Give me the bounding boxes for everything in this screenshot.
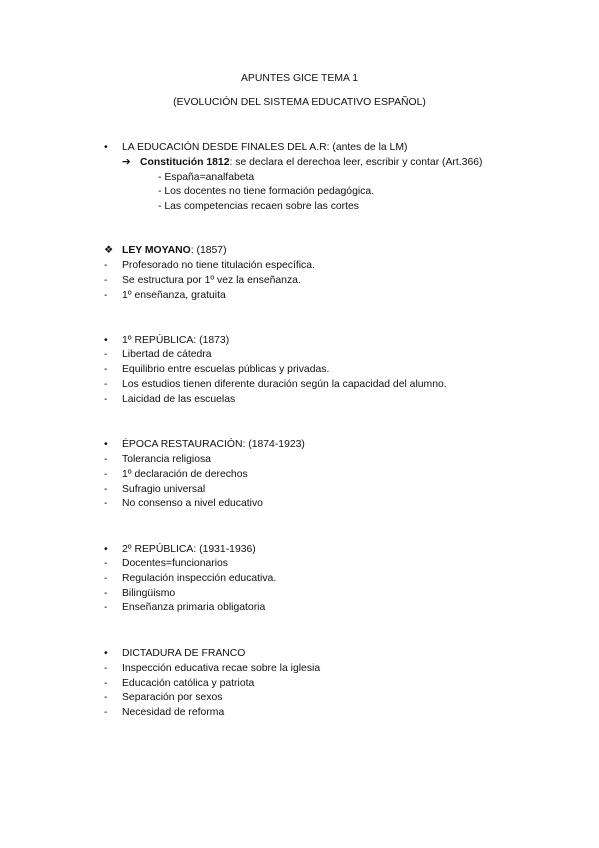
bullet-icon: •: [104, 335, 108, 346]
dash-icon: -: [104, 588, 108, 599]
list-item: Libertad de cátedra: [122, 349, 212, 360]
list-item: Docentes=funcionarios: [122, 558, 228, 569]
list-item: Tolerancia religiosa: [122, 454, 211, 465]
dash-icon: -: [104, 275, 108, 286]
dash-icon: -: [104, 379, 108, 390]
section-heading: ÉPOCA RESTAURACIÓN: (1874-1923): [122, 439, 305, 450]
section-heading: LA EDUCACIÓN DESDE FINALES DEL A.R: (antes de la LM): [122, 142, 408, 153]
diamond-bullet-icon: ❖: [104, 245, 114, 256]
sub-point: [140, 156, 482, 169]
list-item: Regulación inspección educativa.: [122, 573, 277, 584]
sub-point-text: : se declara el derechoa leer, escribir y contar (Art.366): [229, 157, 483, 168]
dash-icon: -: [104, 484, 108, 495]
list-item: Se estructura por 1º vez la enseñanza.: [122, 275, 301, 286]
section-heading-bold: LEY MOYANO: [122, 245, 191, 256]
section-heading: [122, 244, 227, 257]
dash-icon: -: [104, 290, 108, 301]
bullet-icon: •: [104, 439, 108, 450]
list-item: Separación por sexos: [122, 692, 223, 703]
dash-icon: -: [104, 394, 108, 405]
dash-icon: -: [104, 469, 108, 480]
dash-icon: -: [104, 498, 108, 509]
bullet-icon: •: [104, 648, 108, 659]
list-item: 1º enseñanza, gratuita: [122, 290, 226, 301]
dash-icon: -: [104, 573, 108, 584]
bullet-icon: •: [104, 142, 108, 153]
list-item: Bilingüismo: [122, 588, 176, 599]
dash-icon: -: [104, 707, 108, 718]
list-item: Necesidad de reforma: [122, 707, 225, 718]
list-item: Sufragio universal: [122, 484, 206, 495]
list-item: Enseñanza primaria obligatoria: [122, 602, 266, 613]
section-heading: DICTADURA DE FRANCO: [122, 648, 246, 659]
dash-icon: -: [104, 602, 108, 613]
dash-icon: -: [104, 678, 108, 689]
dash-icon: -: [104, 364, 108, 375]
dash-icon: -: [104, 663, 108, 674]
dash-icon: -: [104, 349, 108, 360]
list-item: Profesorado no tiene titulación específica.: [122, 260, 315, 271]
sub-point-bold: Constitución 1812: [140, 157, 230, 168]
section-heading: 1º REPÚBLICA: (1873): [122, 335, 230, 346]
section-heading-rest: : (1857): [190, 245, 227, 256]
section-heading: 2º REPÚBLICA: (1931-1936): [122, 544, 256, 555]
arrow-icon: ➔: [122, 157, 131, 168]
list-item: Los estudios tienen diferente duración según la capacidad del alumno.: [122, 379, 447, 390]
dash-icon: -: [104, 558, 108, 569]
list-item: - Los docentes no tiene formación pedagógica.: [158, 186, 375, 197]
list-item: No consenso a nivel educativo: [122, 498, 263, 509]
list-item: Equilibrio entre escuelas públicas y privadas.: [122, 364, 330, 375]
document-title: APUNTES GICE TEMA 1: [240, 73, 359, 84]
dash-icon: -: [104, 692, 108, 703]
list-item: Laicidad de las escuelas: [122, 394, 236, 405]
list-item: Educación católica y patriota: [122, 678, 255, 689]
bullet-icon: •: [104, 544, 108, 555]
list-item: 1º declaración de derechos: [122, 469, 248, 480]
dash-icon: -: [104, 454, 108, 465]
list-item: - España=analfabeta: [158, 172, 255, 183]
document-subtitle: (EVOLUCIÓN DEL SISTEMA EDUCATIVO ESPAÑOL): [173, 97, 426, 108]
list-item: - Las competencias recaen sobre las cortes: [158, 201, 359, 212]
dash-icon: -: [104, 260, 108, 271]
list-item: Inspección educativa recae sobre la iglesia: [122, 663, 321, 674]
